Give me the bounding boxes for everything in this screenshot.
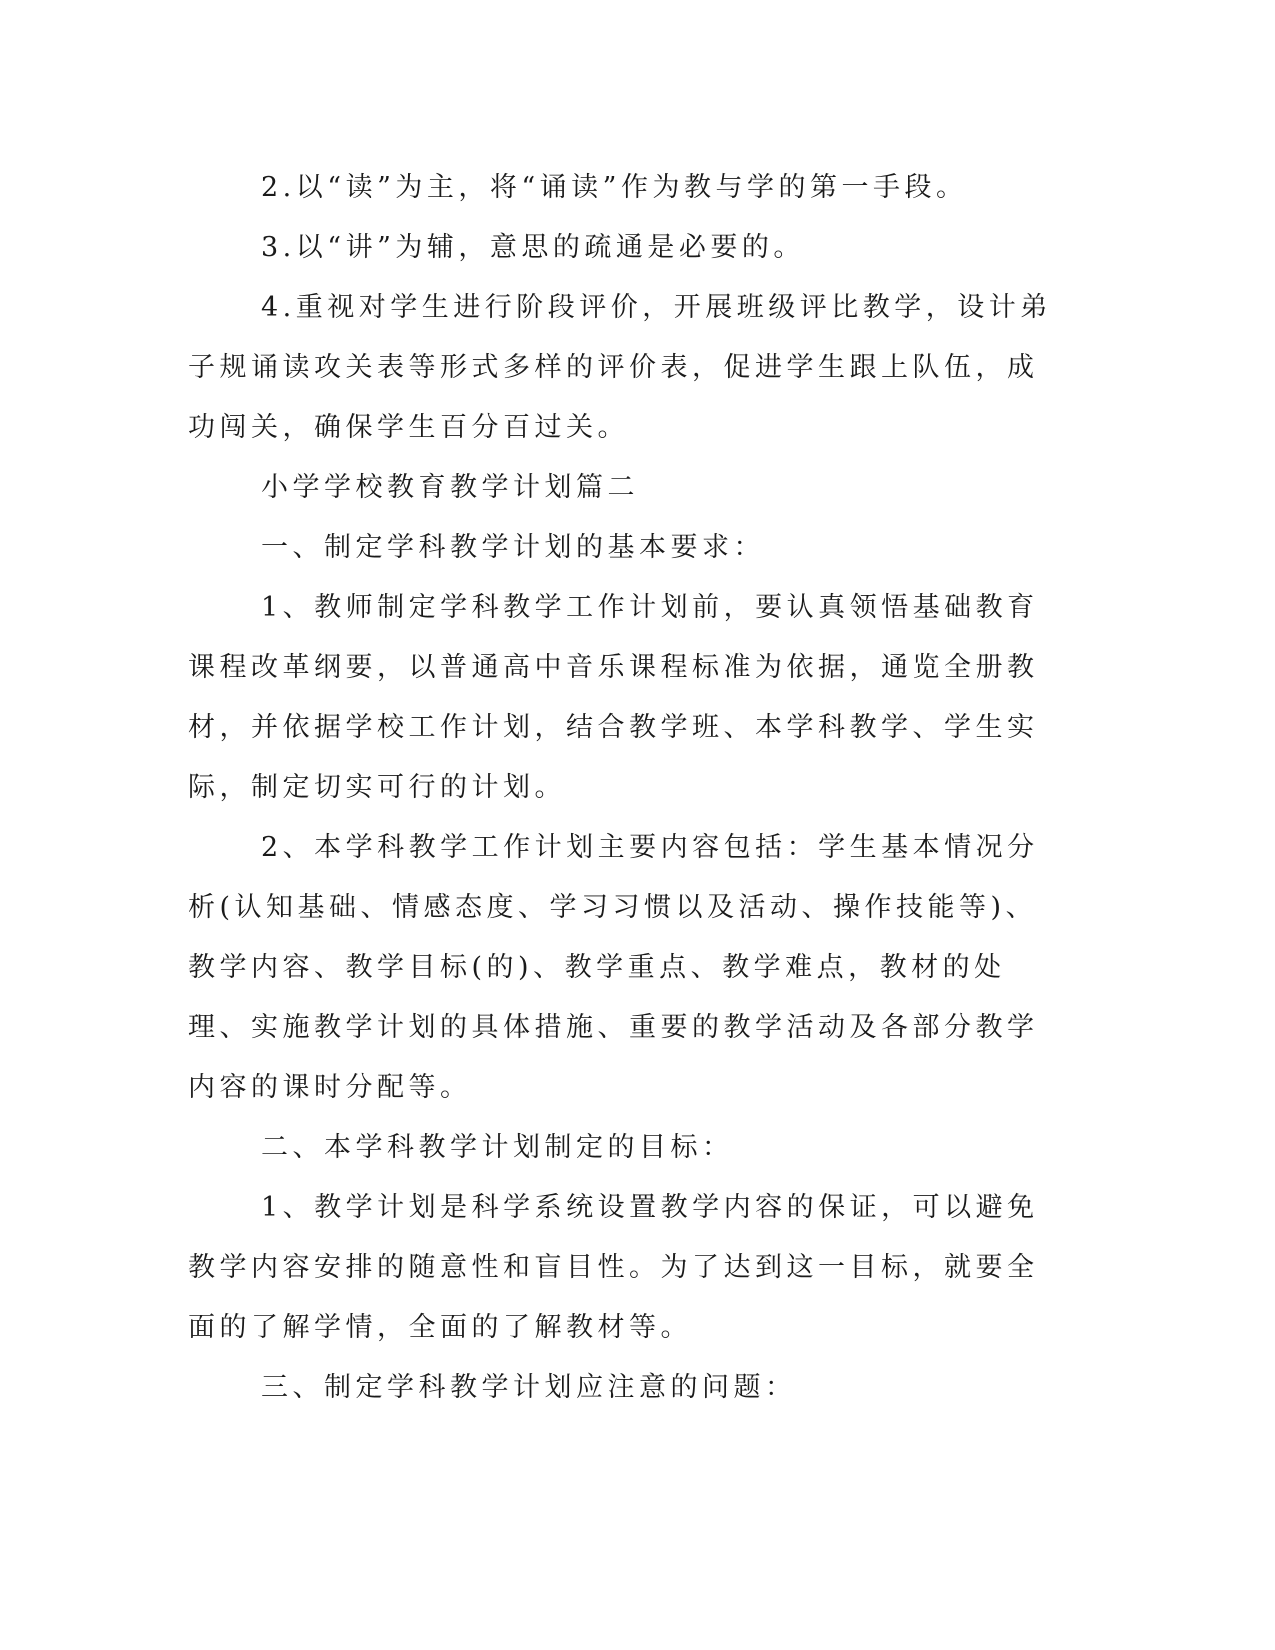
section-heading-2 <box>188 1118 1068 1178</box>
paragraph-line: 革纲要，以普通高中音乐课程标准为依据，通览全册教材，并依据学 <box>188 652 1039 743</box>
paragraph-line: 2、本学科教学工作计划主要内容包括：学生基本情况分析(认知 <box>188 832 1039 923</box>
heading-text: 小学学校教育教学计划篇二 <box>261 472 639 503</box>
document-body <box>188 158 1068 1418</box>
section-heading-1 <box>188 518 1068 578</box>
paragraph-line: 4.重视对学生进行阶段评价，开展班级评比教学，设计弟子规诵 <box>188 292 1052 383</box>
section-heading-part-two <box>188 458 1068 518</box>
paragraph-line: 1、教师制定学科教学工作计划前，要认真领悟基础教育课程改 <box>188 592 1039 683</box>
paragraph-line: 目标(的)、教学重点、教学难点，教材的处理、实施教学计划的具体措 <box>188 952 1006 1043</box>
heading-text: 一、制定学科教学计划的基本要求： <box>261 532 765 563</box>
section-heading-3 <box>188 1358 1068 1418</box>
paragraph-line: 3.以“讲”为辅，意思的疏通是必要的。 <box>261 232 805 263</box>
paragraph-item-2 <box>188 158 1068 218</box>
paragraph-item-3 <box>188 218 1068 278</box>
paragraph-goal-1 <box>188 1178 1068 1358</box>
paragraph-line: 1、教学计划是科学系统设置教学内容的保证，可以避免教学内 <box>188 1192 1039 1283</box>
paragraph-line: 基础、情感态度、学习习惯以及活动、操作技能等)、教学内容、教学 <box>188 892 1038 983</box>
paragraph-line: 容安排的随意性和盲目性。为了达到这一目标，就要全面的了解学情 <box>188 1252 1039 1343</box>
paragraph-line: 2.以“读”为主，将“诵读”作为教与学的第一手段。 <box>261 172 968 203</box>
paragraph-line: 读攻关表等形式多样的评价表，促进学生跟上队伍，成功闯关，确保 <box>188 352 1039 443</box>
paragraph-requirement-2 <box>188 818 1068 1118</box>
paragraph-line: 校工作计划，结合教学班、本学科教学、学生实际，制定切实可行的 <box>188 712 1039 803</box>
paragraph-item-4 <box>188 278 1068 458</box>
paragraph-line: 学生百分百过关。 <box>377 412 629 443</box>
paragraph-line: 施、重要的教学活动及各部分教学内容的课时分配等。 <box>188 1012 1039 1103</box>
paragraph-requirement-1 <box>188 578 1068 818</box>
heading-text: 二、本学科教学计划制定的目标： <box>261 1132 734 1163</box>
heading-text: 三、制定学科教学计划应注意的问题： <box>261 1372 797 1403</box>
paragraph-line: ，全面的了解教材等。 <box>377 1312 692 1343</box>
paragraph-line: 计划。 <box>471 772 566 803</box>
